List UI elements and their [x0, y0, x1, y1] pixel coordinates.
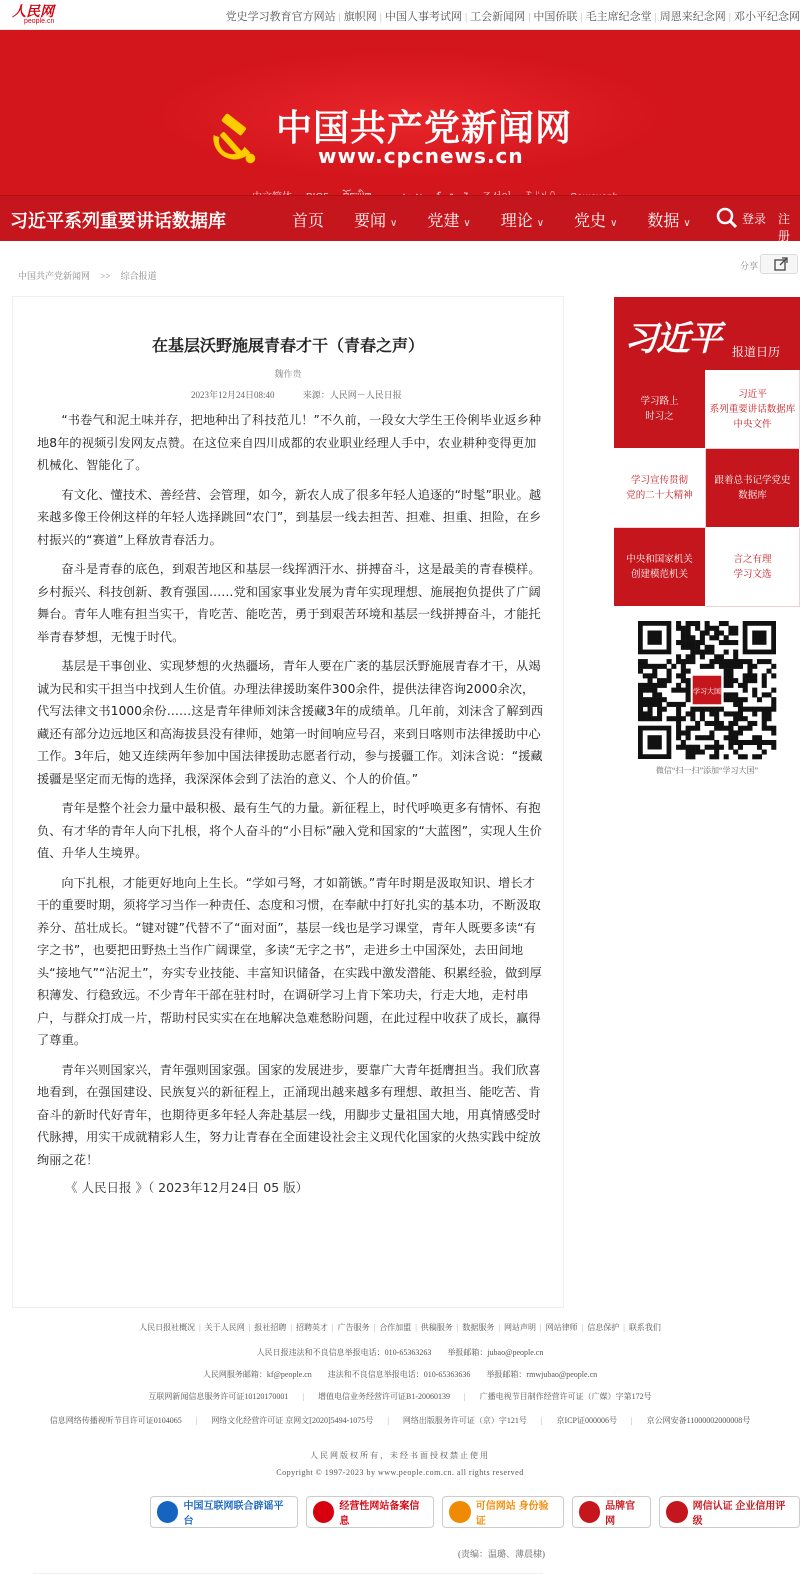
trust-badge-4[interactable]	[659, 1496, 800, 1528]
chevron-down-icon: ∨	[683, 218, 691, 229]
article-paragraph: 青年是整个社会力量中最积极、最有生气的力量。新征程上，时代呼唤更多有情怀、有抱负、有才华的青年人向下扎根，将个人奋斗的“小目标”融入党和国家的“大蓝图”，实现人生价值、升华人生境界。	[37, 801, 542, 860]
badge-emblem-icon	[449, 1501, 470, 1523]
trust-badges	[150, 1496, 800, 1528]
footer-link[interactable]: 联系我们	[628, 1323, 661, 1332]
sidebar-link-label: 学习路上 时习之	[640, 396, 679, 422]
link-separator: |	[540, 1323, 542, 1332]
top-link[interactable]: 周恩来纪念网	[659, 11, 726, 23]
article-source[interactable]: 来源：人民网－人民日报	[302, 390, 402, 400]
nav-item-label: 首页	[292, 211, 325, 230]
nav-item-5[interactable]	[647, 208, 690, 231]
sidebar-link-label: 跟着总书记学党史 数据库	[714, 475, 791, 501]
people-logo-text: 人民网	[12, 4, 54, 20]
nav-item-label: 理论	[500, 211, 533, 230]
trust-badge-1[interactable]	[306, 1496, 434, 1528]
footer-link[interactable]: 关于人民网	[204, 1323, 245, 1332]
footer-link[interactable]: 供稿服务	[420, 1323, 453, 1332]
people-logo[interactable]	[12, 6, 62, 26]
article-citation: 《 人民日报 》（ 2023年12月24日 05 版）	[65, 1180, 309, 1195]
sidebar-link-4[interactable]	[614, 528, 706, 607]
top-bar	[0, 0, 800, 30]
link-separator: |	[373, 1323, 376, 1332]
link-separator: |	[379, 11, 382, 23]
article-body	[37, 409, 545, 1196]
link-separator: |	[415, 1323, 417, 1332]
link-separator: |	[654, 11, 657, 23]
footer-license-row-1	[0, 1391, 800, 1402]
license-item[interactable]: 网络出版服务许可证（京）字121号	[402, 1416, 527, 1425]
xi-report-calendar-banner[interactable]	[614, 297, 800, 370]
copyright-line: Copyright © 1997-2023 by www.people.com.cn. all rights reserved	[276, 1468, 524, 1477]
site-title: 中国共产党新闻网	[276, 108, 573, 149]
sidebar-link-label: 言之有理 学习文选	[733, 554, 772, 580]
breadcrumb-row	[0, 241, 800, 297]
trust-badge-3[interactable]	[572, 1496, 652, 1528]
footer-report-row-1	[0, 1347, 800, 1358]
nav-item-label: 数据	[647, 211, 680, 230]
nav-item-4[interactable]	[574, 208, 617, 231]
footer-link[interactable]: 人民日报社概况	[139, 1323, 196, 1332]
license-item[interactable]: 网络文化经营许可证 京网文[2020]5494-1075号	[211, 1416, 374, 1425]
badge-label: 可信网站 身份验证	[475, 1501, 549, 1527]
site-url: www.cpcnews.cn	[318, 144, 524, 168]
chevron-down-icon: ∨	[536, 218, 545, 229]
license-item[interactable]: 互联网新闻信息服务许可证10120170001	[148, 1392, 289, 1401]
sidebar-link-5[interactable]	[706, 528, 800, 607]
link-separator: |	[199, 1323, 201, 1332]
nav-item-3[interactable]	[501, 208, 544, 231]
nav-menu	[292, 208, 721, 231]
footer-link[interactable]: 网站声明	[504, 1323, 537, 1332]
login-link[interactable]: 登录	[742, 212, 767, 226]
footer-link[interactable]: 招聘英才	[295, 1323, 328, 1332]
footer-report-row-2	[0, 1369, 800, 1380]
sidebar-link-label: 学习宣传贯彻 党的二十大精神	[626, 475, 693, 501]
report-calendar-label: 报道日历	[732, 345, 781, 359]
link-separator: |	[387, 1416, 389, 1425]
sidebar	[614, 297, 800, 776]
trust-badge-0[interactable]	[150, 1496, 298, 1528]
report-email-2: 举报邮箱：rmwjubao@people.cn	[486, 1370, 598, 1379]
xi-calligraphy: 习近平	[624, 319, 720, 359]
badge-emblem-icon	[157, 1501, 178, 1523]
link-separator: |	[728, 11, 731, 23]
nav-item-label: 党建	[427, 211, 460, 230]
top-links	[226, 8, 800, 24]
link-separator: |	[464, 1392, 466, 1401]
nav-item-label: 党史	[574, 211, 607, 230]
top-link[interactable]: 中国人事考试网	[384, 11, 462, 23]
breadcrumb-section[interactable]: 综合报道	[120, 271, 157, 281]
article-paragraph: 基层是干事创业、实现梦想的火热疆场，青年人要在广袤的基层沃野施展青春才干，从竭诚为民和实干担当中找到人生价值。办理法律援助案件300余件，提供法律咨询2000余次，代写法律文书1000余份……这是青年律师刘沫含援藏3年的成绩单。几年前，刘沫含了解到西藏还有部分边远地区和高海拔县没有律师，她第一时间响应号召，来到日喀则市法律援助中心工作。3年后，她又连续两年参加中国法律援助志愿者行动，参与援疆工作。刘沫含说：“援藏援疆是坚定而无悔的选择，我深深体会到了法治的意义、个人的价值。”	[37, 659, 544, 786]
report-phone: 人民日报违法和不良信息举报电话：010-65363263	[256, 1348, 432, 1357]
share-button[interactable]	[760, 254, 798, 274]
article-paragraph: 向下扎根，才能更好地向上生长。“学如弓弩，才如箭镞。”青年时期是汲取知识、增长才干的重要时期，须将学习当作一种责任、态度和习惯，在奉献中打好扎实的基本功，不断汲取养分、茁壮成长。“键对键”代替不了“面对面”，基层一线也是学习课堂，青年人既要多读“有字之书”，也要把田野热土当作广阔课堂，多读“无字之书”，走进乡土中国深处，去田间地头“接地气”“沾泥土”，夯实专业技能、丰富知识储备，在实践中激发潜能、积累经验，做到厚积薄发、行稳致远。不少青年干部在驻村时，在调研学习上肯下笨功夫，行走大地，走村串户，与群众打成一片，帮助村民实实在在地解决急难愁盼问题，在此过程中收获了成长，赢得了尊重。	[37, 875, 542, 1047]
badge-label: 中国互联网联合辟谣平台	[183, 1501, 284, 1527]
hammer-sickle-icon	[200, 108, 262, 170]
footer	[0, 1322, 800, 1478]
top-link[interactable]: 邓小平纪念网	[734, 11, 800, 23]
license-item[interactable]: 信息网络传播视听节目许可证0104065	[49, 1416, 182, 1425]
sidebar-link-2[interactable]	[614, 449, 706, 528]
article-paragraph: 有文化、懂技术、善经营、会管理，如今，新农人成了很多年轻人追逐的“时髦”职业。越来越多像王伶俐这样的年轻人选择跳回“农门”，到基层一线去担苦、担难、担重、担险，在乡村振兴的“赛道”上释放青春活力。	[37, 487, 542, 547]
article-paragraph: 青年兴则国家兴，青年强则国家强。国家的发展进步，要靠广大青年挺膺担当。我们欣喜地看到，在强国建设、民族复兴的新征程上，正涌现出越来越多有理想、敢担当、能吃苦、肯奋斗的新时代好青年，也期待更多年轻人奔赴基层一线，用脚步丈量祖国大地，用真情感受时代脉搏，用实干成就精彩人生，努力让青春在全面建设社会主义现代化国家的火热实践中绽放绚丽之花！	[37, 1062, 541, 1167]
sidebar-link-label: 习近平 系列重要讲话数据库 中央文件	[709, 388, 796, 430]
badge-emblem-icon	[579, 1501, 600, 1523]
nav-item-label: 要闻	[354, 211, 387, 230]
breadcrumb-sep: >>	[100, 271, 111, 281]
link-separator: |	[464, 11, 468, 23]
article-paragraph: 奋斗是青春的底色，到艰苦地区和基层一线挥洒汗水、拼搏奋斗，这是最美的青春模样。乡村振兴、科技创新、教育强国……党和国家事业发展为青年实现理想、施展抱负提供了广阔舞台。青年人唯有担当实干，肯吃苦、能吃苦，勇于到艰苦环境和基层一线拼搏奋斗，才能托举青春梦想，无愧于时代。	[37, 562, 541, 644]
article-meta	[191, 388, 428, 401]
register-link[interactable]: 注册	[778, 212, 791, 243]
breadcrumb	[18, 269, 157, 282]
sidebar-link-3[interactable]	[706, 449, 800, 528]
link-separator: |	[580, 11, 583, 23]
qr-caption: 微信“扫一扫”添加“学习大国”	[655, 766, 759, 775]
qr-code-icon	[638, 621, 776, 759]
top-link[interactable]: 工会新闻网	[470, 11, 526, 23]
footer-link[interactable]: 合作加盟	[379, 1323, 412, 1332]
top-link[interactable]: 旗帜网	[343, 11, 377, 23]
nav-item-2[interactable]	[427, 208, 470, 231]
speech-database-link[interactable]: 习近平系列重要讲话数据库	[10, 211, 226, 232]
share-label: 分享	[740, 261, 759, 271]
badge-label: 经营性网站备案信息	[339, 1501, 420, 1527]
nav-item-1[interactable]	[354, 208, 397, 231]
top-link[interactable]: 中国侨联	[533, 11, 578, 23]
copyright-notice: 人民网版权所有，未经书面授权禁止使用	[310, 1451, 490, 1460]
qr-block	[614, 613, 800, 763]
service-email: 人民网服务邮箱：kf@people.cn	[202, 1370, 312, 1379]
license-item[interactable]: 京ICP证000006号	[556, 1416, 617, 1425]
sidebar-link-0[interactable]	[614, 370, 706, 449]
link-separator: |	[290, 1323, 292, 1332]
site-banner	[0, 30, 800, 195]
link-separator: |	[623, 1323, 625, 1332]
chevron-down-icon: ∨	[390, 218, 398, 229]
share-icon	[761, 255, 799, 275]
breadcrumb-home[interactable]: 中国共产党新闻网	[18, 271, 91, 281]
link-separator: |	[498, 1323, 501, 1332]
nav-item-0[interactable]	[292, 208, 324, 231]
footer-link[interactable]: 数据服务	[462, 1323, 495, 1332]
chevron-down-icon: ∨	[610, 218, 618, 229]
link-separator: |	[456, 1323, 459, 1332]
license-item[interactable]: 广播电视节目制作经营许可证（广媒）字第172号	[479, 1392, 652, 1401]
footer-links	[0, 1322, 800, 1333]
link-separator: |	[302, 1392, 304, 1401]
license-item[interactable]: 京公网安备11000002000008号	[646, 1416, 751, 1425]
article-paragraph: “书卷气和泥土味并存，把地种出了科技范儿！”不久前，一段女大学生王伶俐毕业返乡种地8年的视频引发网友点赞。在这位来自四川成都的农业职业经理人手中，农业耕种变得更加机械化、智能化了。	[37, 413, 542, 472]
footer-link[interactable]: 信息保护	[587, 1323, 620, 1332]
top-link[interactable]: 党史学习教育官方网站	[225, 11, 336, 23]
report-email: 举报邮箱：jubao@people.cn	[447, 1348, 544, 1357]
link-separator: |	[195, 1416, 198, 1425]
footer-link[interactable]: 网站律师	[545, 1323, 578, 1332]
sidebar-link-label: 中央和国家机关 创建模范机关	[626, 554, 693, 580]
article-author: 魏作贵	[274, 369, 302, 379]
link-separator: |	[581, 1323, 584, 1332]
qr-center-label: 学习大国	[693, 687, 721, 696]
badge-label: 网信认证 企业信用评级	[692, 1501, 786, 1527]
badge-label: 品牌官网	[605, 1501, 636, 1527]
top-link[interactable]: 毛主席纪念堂	[585, 11, 652, 23]
footer-link[interactable]: 广告服务	[337, 1323, 370, 1332]
link-separator: |	[331, 1323, 334, 1332]
people-logo-sub: people.cn	[24, 18, 55, 25]
chevron-down-icon: ∨	[463, 218, 471, 229]
sidebar-link-1[interactable]	[706, 370, 800, 449]
footer-license-row-2	[0, 1415, 800, 1426]
article-datetime: 2023年12月24日08:40	[191, 390, 275, 400]
badge-emblem-icon	[313, 1501, 334, 1523]
search-icon[interactable]	[716, 207, 738, 229]
sidebar-grid	[614, 370, 800, 607]
link-separator: |	[248, 1323, 251, 1332]
link-separator: |	[630, 1416, 633, 1425]
link-separator: |	[528, 11, 531, 23]
footer-link[interactable]: 报社招聘	[254, 1323, 287, 1332]
report-phone-2: 违法和不良信息举报电话：010-65363636	[327, 1370, 471, 1379]
trust-badge-2[interactable]	[442, 1496, 563, 1528]
main-nav	[0, 195, 800, 241]
license-item[interactable]: 增值电信业务经营许可证B1-20060139	[318, 1392, 450, 1401]
article-editor: (责编：温璐、薄晨棣)	[458, 1549, 545, 1559]
article-title: 在基层沃野施展青春才干（青春之声）	[151, 336, 424, 355]
badge-emblem-icon	[666, 1501, 687, 1523]
link-separator: |	[540, 1416, 543, 1425]
link-separator: |	[338, 11, 341, 23]
